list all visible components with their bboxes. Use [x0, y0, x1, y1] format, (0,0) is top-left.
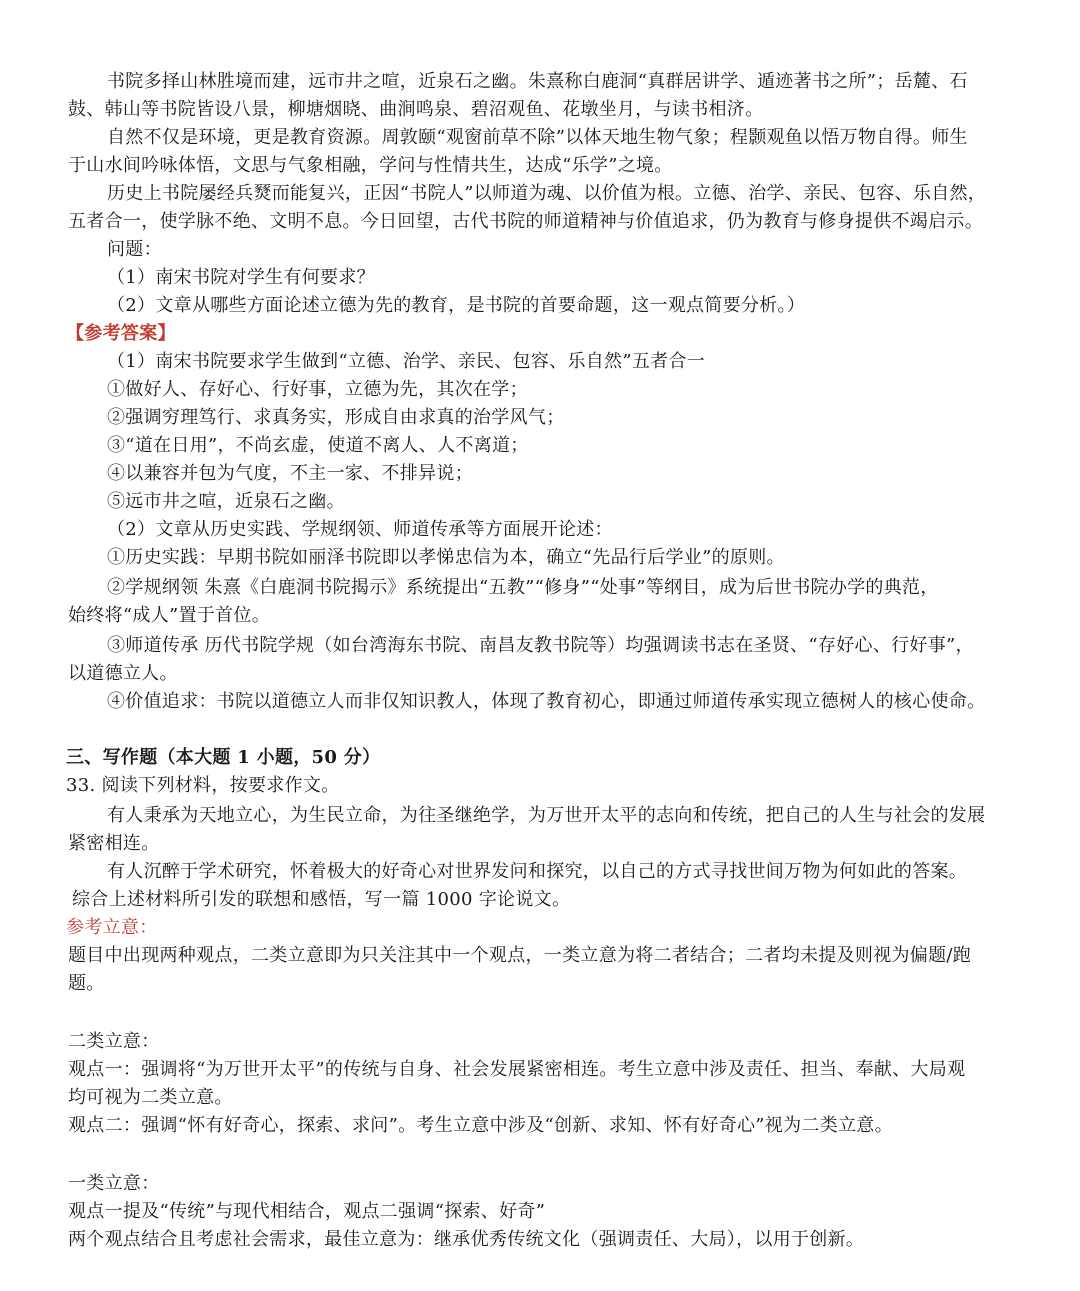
class1-line2: 两个观点结合且考虑社会需求，最佳立意为：继承优秀传统文化（强调责任、大局），以用于创新。 [68, 1229, 865, 1250]
answer-1-intro: （1）南宋书院要求学生做到“立德、治学、亲民、包容、乐自然”五者合一 [107, 351, 706, 372]
passage-p2-line1: 自然不仅是环境，更是教育资源。周敦颐“观窗前草不除”以体天地生物气象；程颢观鱼以悟万物自得。师生 [107, 127, 968, 148]
class2-view1-line1: 观点一：强调将“为万世开太平”的传统与自身、社会发展紧密相连。考生立意中涉及责任、担当、奉献、大局观 [68, 1059, 966, 1080]
writing-section-title: 三、写作题（本大题 1 小题，50 分） [66, 747, 381, 768]
question-1: （1）南宋书院对学生有何要求？ [107, 267, 375, 288]
class1-heading: 一类立意： [68, 1173, 160, 1194]
material-1-line1: 有人秉承为天地立心，为生民立命，为往圣继绝学，为万世开太平的志向和传统，把自己的人生与社会的发展 [107, 805, 986, 826]
answer-2-item-1: ①历史实践：早期书院如丽泽书院即以孝悌忠信为本，确立“先品行后学业”的原则。 [107, 547, 785, 568]
answer-1-item-1: ①做好人、存好心、行好事，立德为先，其次在学； [107, 379, 528, 400]
reference-intro-line1: 题目中出现两种观点，二类立意即为只关注其中一个观点，一类立意为将二者结合；二者均未提及则视为偏题/跑 [68, 945, 972, 966]
passage-p2-line2: 于山水间吟咏体悟，文思与气象相融，学问与性情共生，达成“乐学”之境。 [68, 155, 673, 176]
passage-p3-line2: 五者合一，使学脉不绝、文明不息。今日回望，古代书院的师道精神与价值追求，仍为教育与修身提供不竭启示。 [68, 211, 983, 232]
class2-view2: 观点二：强调“怀有好奇心，探索、求问”。考生立意中涉及“创新、求知、怀有好奇心”视为二类立意。 [68, 1115, 893, 1136]
writing-task: 综合上述材料所引发的联想和感悟，写一篇 1000 字论说文。 [72, 889, 571, 910]
answer-2-item-3-line2: 以道德立人。 [68, 663, 178, 684]
passage-p1-line2: 鼓、韩山等书院皆设八景，柳塘烟晓、曲涧鸣泉、碧沼观鱼、花墩坐月，与读书相济。 [68, 99, 764, 120]
material-1-line2: 紧密相连。 [68, 833, 160, 854]
answer-1-item-3: ③“道在日用”，不尚玄虚，使道不离人、人不离道； [107, 435, 529, 456]
answer-heading: 【参考答案】 [66, 323, 176, 344]
questions-label: 问题： [107, 239, 162, 260]
answer-1-item-5: ⑤远市井之喧，近泉石之幽。 [107, 491, 345, 512]
reference-heading: 参考立意： [66, 917, 158, 938]
passage-p3-line1: 历史上书院屡经兵燹而能复兴，正因“书院人”以师道为魂、以价值为根。立德、治学、亲民、包容、乐自然， [107, 183, 987, 204]
answer-2-item-2-line1: ②学规纲领 朱熹《白鹿洞书院揭示》系统提出“五教”“修身”“处事”等纲目，成为后世书院办学的典范， [107, 577, 939, 598]
answer-1-item-4: ④以兼容并包为气度，不主一家、不排异说； [107, 463, 473, 484]
answer-2-item-2-line2: 始终将“成人”置于首位。 [68, 605, 271, 626]
answer-2-intro: （2）文章从历史实践、学规纲领、师道传承等方面展开论述： [107, 519, 613, 540]
class1-line1: 观点一提及“传统”与现代相结合，观点二强调“探索、好奇” [68, 1201, 546, 1222]
class2-view1-line2: 均可视为二类立意。 [68, 1087, 233, 1108]
material-2: 有人沉醉于学术研究，怀着极大的好奇心对世界发问和探究，以自己的方式寻找世间万物为何如此的答案。 [107, 861, 968, 882]
answer-2-item-3-line1: ③师道传承 历代书院学规（如台湾海东书院、南昌友教书院等）均强调读书志在圣贤、“存好心、行好事”， [107, 635, 974, 656]
answer-1-item-2: ②强调穷理笃行、求真务实，形成自由求真的治学风气； [107, 407, 565, 428]
writing-question-33: 33. 阅读下列材料，按要求作文。 [66, 775, 340, 796]
passage-p1-line1: 书院多择山林胜境而建，远市井之喧，近泉石之幽。朱熹称白鹿洞“真群居讲学、遁迹著书之所”；岳麓、石 [107, 71, 968, 92]
answer-2-item-4: ④价值追求：书院以道德立人而非仅知识教人，体现了教育初心，即通过师道传承实现立德树人的核心使命。 [107, 691, 986, 712]
question-2: （2）文章从哪些方面论述立德为先的教育，是书院的首要命题，这一观点简要分析。） [107, 295, 806, 316]
class2-heading: 二类立意： [68, 1031, 160, 1052]
reference-intro-line2: 题。 [68, 973, 105, 994]
